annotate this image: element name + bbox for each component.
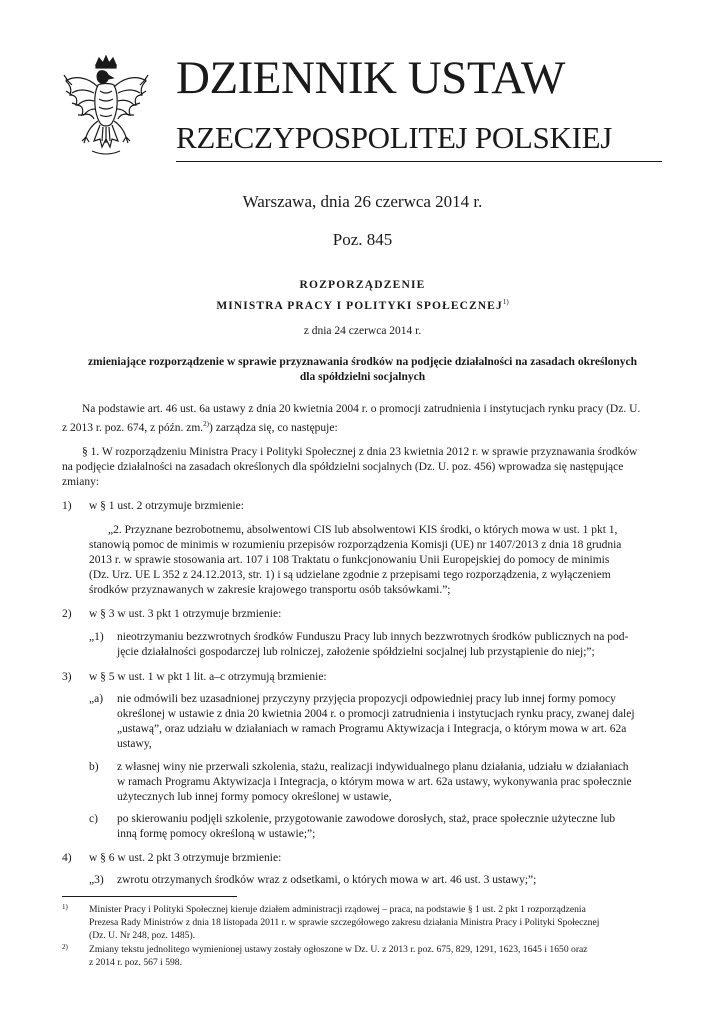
journal-subtitle: RZECZYPOSPOLITEJ POLSKIEJ	[176, 120, 613, 155]
footnote-divider	[62, 896, 237, 897]
footnote-line: z 2014 r. poz. 567 i 598.	[89, 957, 182, 968]
sub-item-line: określonej w ustawie z dnia 20 kwietnia 2004 r. o promocji zatrudnienia i instytucjach rynku pracy, zwanej dalej	[117, 708, 635, 720]
footnote-number: 1)	[62, 903, 68, 911]
sub-item-label: „3)	[89, 874, 104, 886]
act-issuer: MINISTRA PRACY I POLITYKI SPOŁECZNEJ$^{1)}$	[216, 298, 509, 312]
item-intro: w § 1 ust. 2 otrzymuje brzmienie:	[89, 500, 244, 512]
sub-item-line: inną formę pomocy określoną w ustawie;”;	[117, 828, 316, 840]
journal-title: DZIENNIK USTAW	[176, 52, 565, 104]
item-number: 1)	[62, 500, 72, 512]
footnote-line: Prezesa Rady Ministrów z dnia 18 listopada 2011 r. w sprawie szczegółowego zakresu działania Ministra Pracy i Polityki Społecznej	[89, 917, 600, 928]
preamble-line: Na podstawie art. 46 ust. 6a ustawy z dnia 20 kwietnia 2004 r. o promocji zatrudnienia i instytucjach rynku pracy (Dz. U.	[82, 403, 641, 415]
sub-item-label: c)	[89, 813, 98, 825]
sub-item-line: użytecznych lub innej formy pomocy określonej w ustawie,	[117, 791, 392, 803]
section-line: na podjęcie działalności na zasadach określonych dla spółdzielni socjalnych (Dz. U. poz. 456) wprowadza się następujące	[62, 461, 624, 473]
sub-item-line: jęcie działalności gospodarczej lub rolniczej, założenie spółdzielni socjalnej lub przystąpienie do niej;”;	[117, 646, 595, 658]
position-number: Poz. 845	[332, 230, 393, 249]
quote-line: środków przyznawanych w zakresie krajowego transportu osób taksówkami.”;	[89, 584, 451, 596]
footnote-line: Minister Pracy i Polityki Społecznej kieruje działem administracji rządowej – praca, na podstawie § 1 ust. 2 pkt 1 rozporządzenia	[89, 904, 586, 915]
act-date: z dnia 24 czerwca 2014 r.	[303, 325, 422, 337]
sub-item-label: „a)	[89, 693, 104, 705]
sub-item-label: b)	[89, 761, 99, 773]
masthead-divider	[176, 161, 662, 162]
footnote-number: 2)	[62, 943, 68, 951]
footnote-ref-2[interactable]: 2)	[203, 420, 210, 428]
section-line: § 1. W rozporządzeniu Ministra Pracy i Polityki Społecznej z dnia 23 kwietnia 2012 r. w sprawie przyznawania środków	[82, 446, 638, 458]
item-number: 2)	[62, 608, 72, 620]
quote-line: „2. Przyznane bezrobotnemu, absolwentowi CIS lub absolwentowi KIS środki, o których mowa w ust. 1 pkt 1,	[108, 524, 618, 536]
preamble-line: z 2013 r. poz. 674, z późn. zm.$^{2)}$) zarządza się, co następuje:	[62, 420, 338, 434]
sub-item-label: „1)	[89, 631, 104, 643]
item-number: 3)	[62, 671, 72, 683]
sub-item-line: nie odmówili bez uzasadnionej przyczyny przyjęcia propozycji odpowiedniej pracy lub innej formy pomocy	[117, 693, 616, 705]
publication-date: Warszawa, dnia 26 czerwca 2014 r.	[242, 192, 483, 211]
sub-item-line: nieotrzymaniu bezzwrotnych środków Funduszu Pracy lub innych bezzwrotnych środków publicznych na pod-	[117, 631, 629, 643]
sub-item-line: w ramach Programu Aktywizacja i Integracja, o którym mowa w art. 62a ustawy, wykonywania prac społecznie	[117, 776, 632, 788]
quote-line: (Dz. Urz. UE L 352 z 24.12.2013, str. 1) i są udzielane zgodnie z przepisami tego rozporządzenia, z wyłączeniem	[89, 569, 611, 581]
item-intro: w § 6 w ust. 2 pkt 3 otrzymuje brzmienie:	[89, 852, 282, 864]
footnote-ref-1[interactable]: 1)	[502, 298, 509, 306]
sub-item-line: po skierowaniu podjęli szkolenie, przygotowanie zawodowe dorosłych, staż, prace społecznie użyteczne lub	[117, 813, 616, 825]
act-subject: zmieniające rozporządzenie w sprawie przyznawania środków na podjęcie działalności na zasadach określonych dla spółdzielni socjalnych	[87, 356, 638, 383]
act-type: ROZPORZĄDZENIE	[299, 279, 426, 291]
sub-item-line: ustawy,	[117, 738, 152, 750]
footnote-line: Zmiany tekstu jednolitego wymienionej ustawy zostały ogłoszone w Dz. U. z 2013 r. poz. 675, 829, 1291, 1623, 1645 i 1650 oraz	[89, 944, 588, 955]
item-intro: w § 3 w ust. 3 pkt 1 otrzymuje brzmienie:	[89, 608, 282, 620]
sub-item-line: zwrotu otrzymanych środków wraz z odsetkami, o których mowa w art. 46 ust. 3 ustawy;”;	[117, 874, 537, 886]
section-line: zmiany:	[62, 476, 100, 488]
quote-line: stanowią pomoc de minimis w rozumieniu przepisów rozporządzenia Komisji (UE) nr 1407/2013 z dnia 18 grudnia	[89, 539, 622, 551]
quote-line: 2013 r. w sprawie stosowania art. 107 i 108 Traktatu o funkcjonowaniu Unii Europejskiej do pomocy de minimis	[89, 554, 610, 566]
sub-item-line: „ustawą”, oraz udziału w działaniach w ramach Programu Aktywizacja i Integracja, o którym mowa w art. 62a	[117, 723, 627, 735]
polish-eagle-emblem-icon	[60, 55, 152, 163]
item-intro: w § 5 w ust. 1 w pkt 1 lit. a–c otrzymują brzmienie:	[89, 671, 327, 683]
footnote-line: (Dz. U. Nr 248, poz. 1485).	[89, 930, 196, 941]
sub-item-line: z własnej winy nie przerwali szkolenia, stażu, realizacji indywidualnego planu działania, udziału w działaniach	[117, 761, 629, 773]
item-number: 4)	[62, 852, 72, 864]
